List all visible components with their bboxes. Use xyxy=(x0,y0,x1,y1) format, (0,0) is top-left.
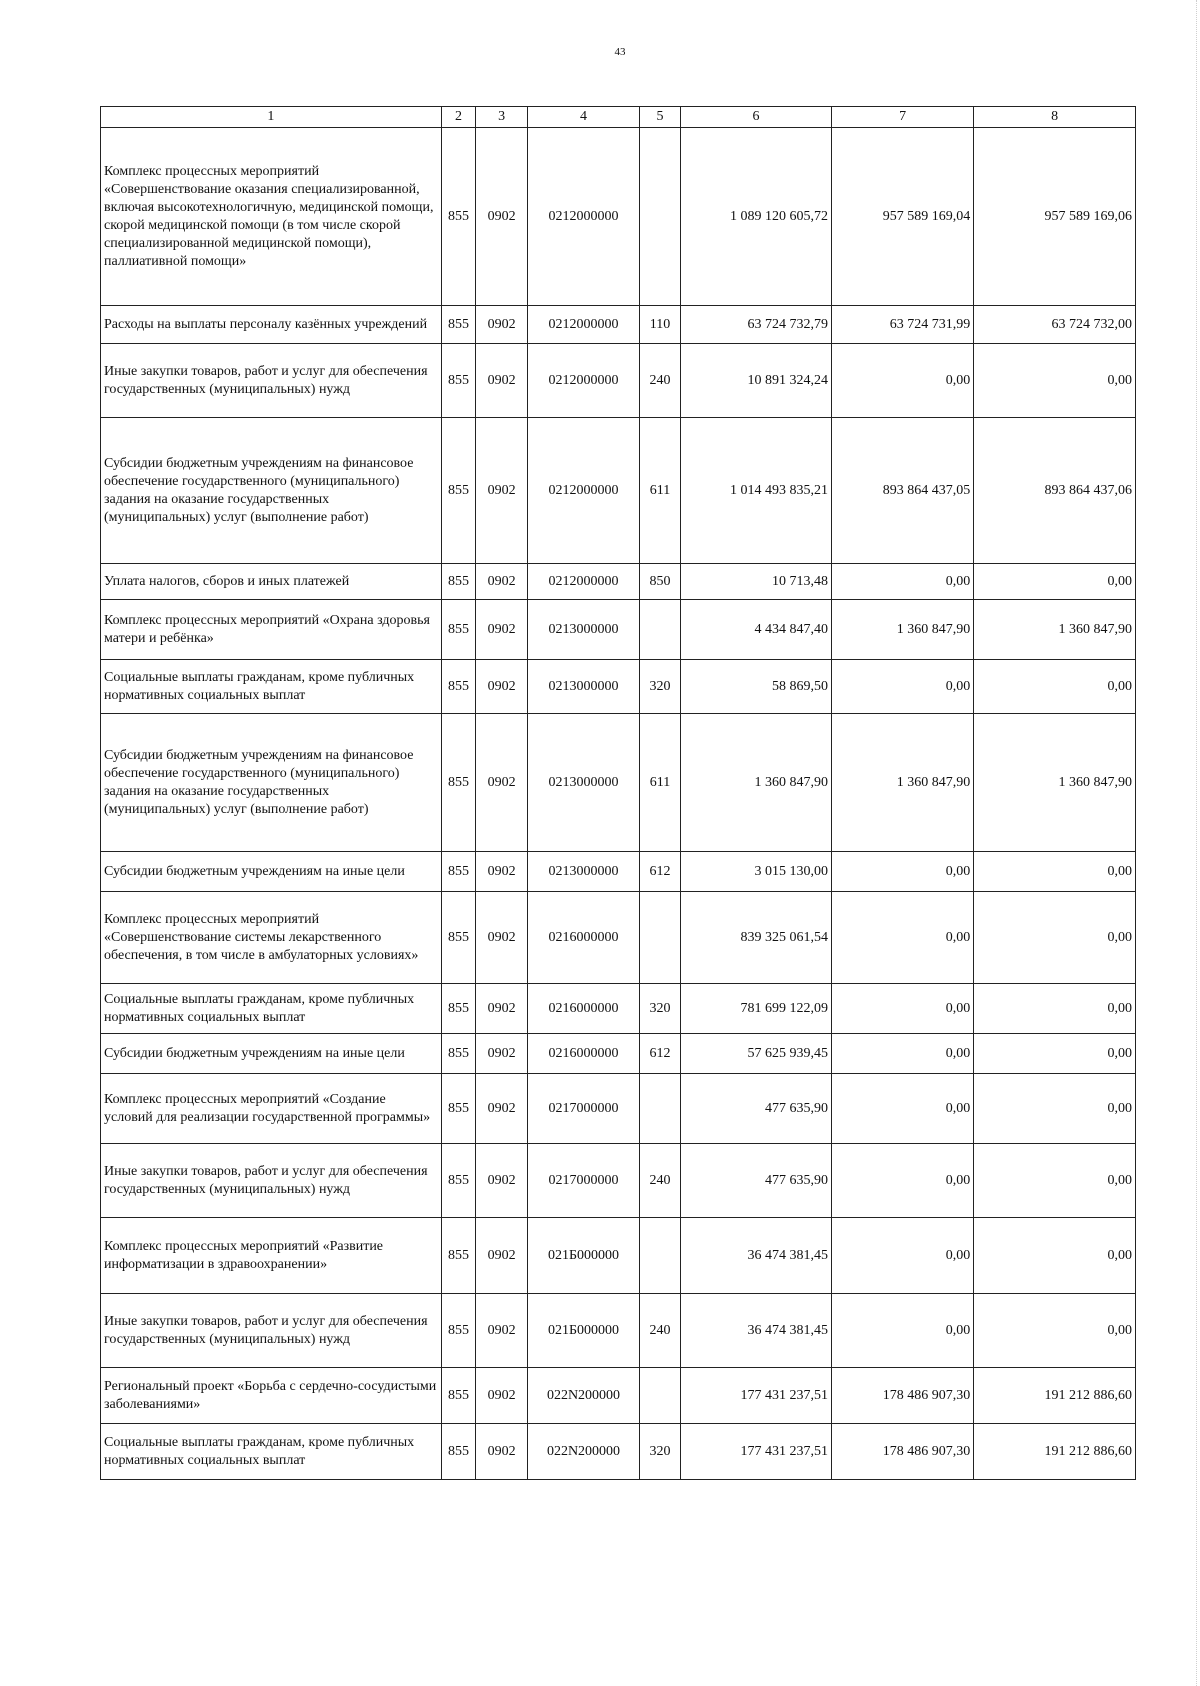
row-amount-col7-cell: 0,00 xyxy=(831,564,973,600)
row-expense-type-cell: 612 xyxy=(640,852,681,892)
row-amount-col6-cell: 1 014 493 835,21 xyxy=(681,418,832,564)
row-target-article-cell: 0217000000 xyxy=(527,1144,639,1218)
row-target-article-cell: 0217000000 xyxy=(527,1074,639,1144)
row-expense-type-cell: 611 xyxy=(640,714,681,852)
row-amount-col7-cell: 1 360 847,90 xyxy=(831,714,973,852)
table-row xyxy=(101,1144,1136,1218)
row-amount-col8-cell: 0,00 xyxy=(974,1144,1136,1218)
table-row xyxy=(101,1218,1136,1294)
col-header-3: 3 xyxy=(476,107,528,128)
row-section-cell: 0902 xyxy=(476,564,528,600)
row-expense-type-cell: 240 xyxy=(640,344,681,418)
row-amount-col6-cell: 57 625 939,45 xyxy=(681,1034,832,1074)
table-row xyxy=(101,128,1136,306)
row-amount-col8-cell: 0,00 xyxy=(974,892,1136,984)
row-amount-col6-cell: 839 325 061,54 xyxy=(681,892,832,984)
row-section-cell: 0902 xyxy=(476,600,528,660)
row-name-cell: Региональный проект «Борьба с сердечно-сосудистыми заболеваниями» xyxy=(101,1368,442,1424)
row-expense-type-cell: 240 xyxy=(640,1294,681,1368)
row-target-article-cell: 021Б000000 xyxy=(527,1218,639,1294)
row-section-cell: 0902 xyxy=(476,1368,528,1424)
row-name-cell: Комплекс процессных мероприятий «Охрана здоровья матери и ребёнка» xyxy=(101,600,442,660)
row-name-cell: Расходы на выплаты персоналу казённых учреждений xyxy=(101,306,442,344)
row-target-article-cell: 0216000000 xyxy=(527,1034,639,1074)
col-header-4: 4 xyxy=(527,107,639,128)
row-target-article-cell: 0212000000 xyxy=(527,344,639,418)
row-expense-type-cell xyxy=(640,1074,681,1144)
row-section-cell: 0902 xyxy=(476,1074,528,1144)
row-chapter-cell: 855 xyxy=(441,564,476,600)
row-target-article-cell: 0212000000 xyxy=(527,564,639,600)
row-chapter-cell: 855 xyxy=(441,892,476,984)
row-section-cell: 0902 xyxy=(476,418,528,564)
row-amount-col6-cell: 10 891 324,24 xyxy=(681,344,832,418)
budget-table xyxy=(100,106,1136,1480)
row-section-cell: 0902 xyxy=(476,984,528,1034)
row-amount-col6-cell: 36 474 381,45 xyxy=(681,1218,832,1294)
row-amount-col8-cell: 63 724 732,00 xyxy=(974,306,1136,344)
table-row xyxy=(101,660,1136,714)
row-expense-type-cell: 611 xyxy=(640,418,681,564)
row-name-cell: Социальные выплаты гражданам, кроме публичных нормативных социальных выплат xyxy=(101,1424,442,1480)
col-header-2: 2 xyxy=(441,107,476,128)
row-name-cell: Социальные выплаты гражданам, кроме публичных нормативных социальных выплат xyxy=(101,660,442,714)
row-section-cell: 0902 xyxy=(476,344,528,418)
row-target-article-cell: 022N200000 xyxy=(527,1368,639,1424)
table-row xyxy=(101,1034,1136,1074)
row-chapter-cell: 855 xyxy=(441,1074,476,1144)
row-chapter-cell: 855 xyxy=(441,128,476,306)
row-name-cell: Субсидии бюджетным учреждениям на финансовое обеспечение государственного (муниципального) задания на оказание государственных (муниципальных) услуг (выполнение работ) xyxy=(101,418,442,564)
row-amount-col8-cell: 0,00 xyxy=(974,344,1136,418)
row-amount-col6-cell: 781 699 122,09 xyxy=(681,984,832,1034)
table-row xyxy=(101,344,1136,418)
row-target-article-cell: 0212000000 xyxy=(527,306,639,344)
row-target-article-cell: 021Б000000 xyxy=(527,1294,639,1368)
row-amount-col8-cell: 0,00 xyxy=(974,984,1136,1034)
row-name-cell: Комплекс процессных мероприятий «Создание условий для реализации государственной программы» xyxy=(101,1074,442,1144)
row-chapter-cell: 855 xyxy=(441,852,476,892)
col-header-6: 6 xyxy=(681,107,832,128)
scan-edge xyxy=(1195,0,1197,1686)
row-expense-type-cell: 612 xyxy=(640,1034,681,1074)
table-row xyxy=(101,892,1136,984)
row-expense-type-cell xyxy=(640,128,681,306)
table-row xyxy=(101,600,1136,660)
table-row xyxy=(101,1074,1136,1144)
row-amount-col7-cell: 957 589 169,04 xyxy=(831,128,973,306)
row-section-cell: 0902 xyxy=(476,852,528,892)
row-amount-col8-cell: 0,00 xyxy=(974,1294,1136,1368)
row-target-article-cell: 0212000000 xyxy=(527,128,639,306)
row-expense-type-cell: 320 xyxy=(640,984,681,1034)
row-amount-col7-cell: 63 724 731,99 xyxy=(831,306,973,344)
row-chapter-cell: 855 xyxy=(441,1144,476,1218)
row-amount-col7-cell: 0,00 xyxy=(831,984,973,1034)
row-amount-col7-cell: 0,00 xyxy=(831,1218,973,1294)
row-expense-type-cell xyxy=(640,1368,681,1424)
row-amount-col8-cell: 957 589 169,06 xyxy=(974,128,1136,306)
row-amount-col8-cell: 0,00 xyxy=(974,1218,1136,1294)
row-expense-type-cell: 320 xyxy=(640,660,681,714)
row-name-cell: Иные закупки товаров, работ и услуг для обеспечения государственных (муниципальных) нужд xyxy=(101,1144,442,1218)
row-name-cell: Социальные выплаты гражданам, кроме публичных нормативных социальных выплат xyxy=(101,984,442,1034)
row-amount-col7-cell: 178 486 907,30 xyxy=(831,1424,973,1480)
row-expense-type-cell xyxy=(640,1218,681,1294)
table-row xyxy=(101,418,1136,564)
row-name-cell: Иные закупки товаров, работ и услуг для обеспечения государственных (муниципальных) нужд xyxy=(101,1294,442,1368)
row-section-cell: 0902 xyxy=(476,1218,528,1294)
row-chapter-cell: 855 xyxy=(441,306,476,344)
row-amount-col7-cell: 0,00 xyxy=(831,1294,973,1368)
row-chapter-cell: 855 xyxy=(441,418,476,564)
row-amount-col6-cell: 36 474 381,45 xyxy=(681,1294,832,1368)
row-expense-type-cell xyxy=(640,892,681,984)
row-amount-col7-cell: 0,00 xyxy=(831,1144,973,1218)
row-amount-col6-cell: 1 089 120 605,72 xyxy=(681,128,832,306)
row-amount-col6-cell: 177 431 237,51 xyxy=(681,1424,832,1480)
row-chapter-cell: 855 xyxy=(441,984,476,1034)
row-section-cell: 0902 xyxy=(476,1034,528,1074)
row-amount-col7-cell: 0,00 xyxy=(831,892,973,984)
table-body xyxy=(101,128,1136,1480)
row-section-cell: 0902 xyxy=(476,714,528,852)
row-expense-type-cell: 240 xyxy=(640,1144,681,1218)
row-chapter-cell: 855 xyxy=(441,1294,476,1368)
page-number: 43 xyxy=(614,46,626,58)
row-chapter-cell: 855 xyxy=(441,1218,476,1294)
row-target-article-cell: 0212000000 xyxy=(527,418,639,564)
row-name-cell: Иные закупки товаров, работ и услуг для обеспечения государственных (муниципальных) нужд xyxy=(101,344,442,418)
row-section-cell: 0902 xyxy=(476,1144,528,1218)
row-target-article-cell: 0213000000 xyxy=(527,600,639,660)
row-amount-col6-cell: 1 360 847,90 xyxy=(681,714,832,852)
row-amount-col8-cell: 0,00 xyxy=(974,1074,1136,1144)
row-amount-col8-cell: 0,00 xyxy=(974,564,1136,600)
row-section-cell: 0902 xyxy=(476,892,528,984)
row-amount-col8-cell: 0,00 xyxy=(974,1034,1136,1074)
row-amount-col7-cell: 178 486 907,30 xyxy=(831,1368,973,1424)
table-row xyxy=(101,1424,1136,1480)
row-name-cell: Субсидии бюджетным учреждениям на иные цели xyxy=(101,852,442,892)
row-amount-col6-cell: 3 015 130,00 xyxy=(681,852,832,892)
header-row xyxy=(101,107,1136,128)
row-amount-col7-cell: 0,00 xyxy=(831,1074,973,1144)
table-row xyxy=(101,984,1136,1034)
table-row xyxy=(101,1294,1136,1368)
row-chapter-cell: 855 xyxy=(441,714,476,852)
row-chapter-cell: 855 xyxy=(441,1424,476,1480)
row-section-cell: 0902 xyxy=(476,128,528,306)
col-header-1: 1 xyxy=(101,107,442,128)
row-target-article-cell: 0216000000 xyxy=(527,892,639,984)
row-amount-col8-cell: 1 360 847,90 xyxy=(974,714,1136,852)
row-chapter-cell: 855 xyxy=(441,1368,476,1424)
row-name-cell: Комплекс процессных мероприятий «Развитие информатизации в здравоохранении» xyxy=(101,1218,442,1294)
row-amount-col7-cell: 0,00 xyxy=(831,852,973,892)
row-amount-col6-cell: 477 635,90 xyxy=(681,1144,832,1218)
row-section-cell: 0902 xyxy=(476,660,528,714)
row-chapter-cell: 855 xyxy=(441,1034,476,1074)
row-amount-col7-cell: 0,00 xyxy=(831,344,973,418)
table-row xyxy=(101,852,1136,892)
row-amount-col6-cell: 477 635,90 xyxy=(681,1074,832,1144)
row-expense-type-cell: 320 xyxy=(640,1424,681,1480)
row-target-article-cell: 0216000000 xyxy=(527,984,639,1034)
col-header-7: 7 xyxy=(831,107,973,128)
row-target-article-cell: 0213000000 xyxy=(527,714,639,852)
row-amount-col6-cell: 63 724 732,79 xyxy=(681,306,832,344)
row-amount-col7-cell: 0,00 xyxy=(831,660,973,714)
row-target-article-cell: 0213000000 xyxy=(527,852,639,892)
table-row xyxy=(101,564,1136,600)
row-chapter-cell: 855 xyxy=(441,660,476,714)
col-header-8: 8 xyxy=(974,107,1136,128)
row-target-article-cell: 0213000000 xyxy=(527,660,639,714)
row-amount-col7-cell: 1 360 847,90 xyxy=(831,600,973,660)
row-name-cell: Субсидии бюджетным учреждениям на финансовое обеспечение государственного (муниципального) задания на оказание государственных (муниципальных) услуг (выполнение работ) xyxy=(101,714,442,852)
row-amount-col6-cell: 177 431 237,51 xyxy=(681,1368,832,1424)
row-amount-col7-cell: 0,00 xyxy=(831,1034,973,1074)
row-expense-type-cell: 850 xyxy=(640,564,681,600)
table-row xyxy=(101,1368,1136,1424)
row-section-cell: 0902 xyxy=(476,1424,528,1480)
row-amount-col6-cell: 58 869,50 xyxy=(681,660,832,714)
table-row xyxy=(101,306,1136,344)
row-amount-col8-cell: 191 212 886,60 xyxy=(974,1368,1136,1424)
row-amount-col6-cell: 4 434 847,40 xyxy=(681,600,832,660)
row-expense-type-cell xyxy=(640,600,681,660)
row-name-cell: Субсидии бюджетным учреждениям на иные цели xyxy=(101,1034,442,1074)
col-header-5: 5 xyxy=(640,107,681,128)
row-name-cell: Комплекс процессных мероприятий «Совершенствование системы лекарственного обеспечения, в том числе в амбулаторных условиях» xyxy=(101,892,442,984)
row-name-cell: Комплекс процессных мероприятий «Совершенствование оказания специализированной, включая высокотехнологичную, медицинской помощи, скорой медицинской помощи (в том числе скорой специализированной медицинской помощи), паллиативной помощи» xyxy=(101,128,442,306)
row-amount-col8-cell: 1 360 847,90 xyxy=(974,600,1136,660)
table-row xyxy=(101,714,1136,852)
row-expense-type-cell: 110 xyxy=(640,306,681,344)
row-chapter-cell: 855 xyxy=(441,600,476,660)
row-section-cell: 0902 xyxy=(476,1294,528,1368)
row-amount-col8-cell: 0,00 xyxy=(974,852,1136,892)
row-name-cell: Уплата налогов, сборов и иных платежей xyxy=(101,564,442,600)
row-target-article-cell: 022N200000 xyxy=(527,1424,639,1480)
row-amount-col8-cell: 893 864 437,06 xyxy=(974,418,1136,564)
row-amount-col7-cell: 893 864 437,05 xyxy=(831,418,973,564)
row-amount-col8-cell: 191 212 886,60 xyxy=(974,1424,1136,1480)
row-amount-col8-cell: 0,00 xyxy=(974,660,1136,714)
row-amount-col6-cell: 10 713,48 xyxy=(681,564,832,600)
row-chapter-cell: 855 xyxy=(441,344,476,418)
row-section-cell: 0902 xyxy=(476,306,528,344)
